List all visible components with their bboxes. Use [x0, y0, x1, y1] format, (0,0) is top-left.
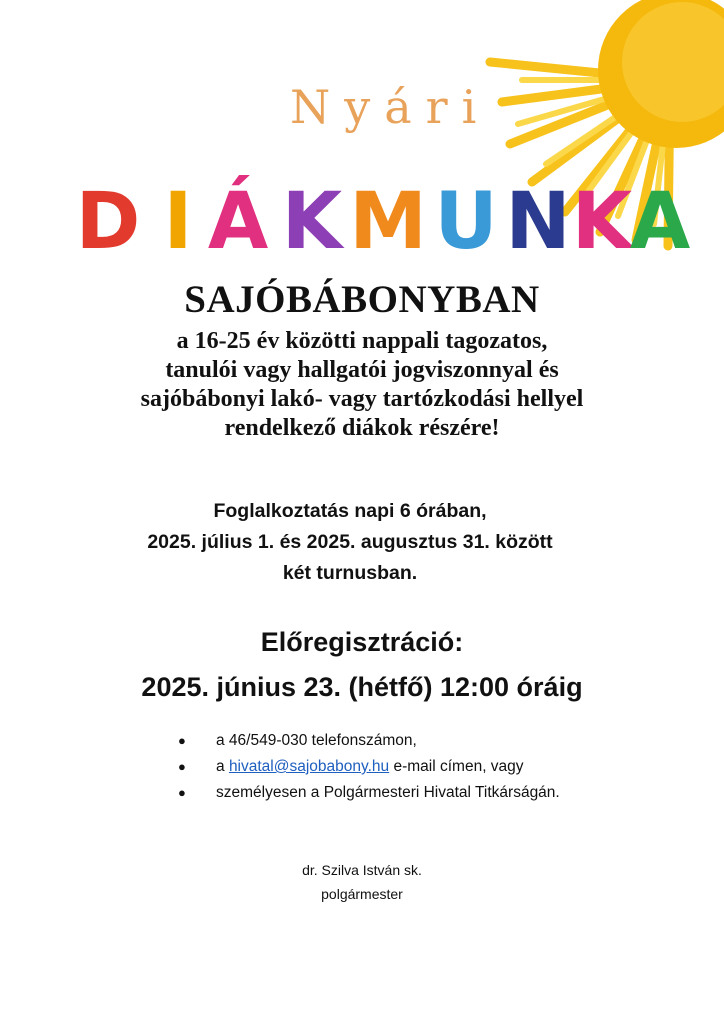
bullet-icon: ●: [178, 785, 186, 800]
email-prefix: a: [216, 758, 229, 775]
logo-letter: I: [163, 177, 193, 267]
signatory-name: dr. Szilva István sk.: [302, 862, 422, 878]
eligibility-line: a 16-25 év közötti nappali tagozatos,: [176, 328, 548, 354]
logo-letter: M: [349, 177, 427, 267]
logo-letter: A: [629, 177, 691, 267]
logo-letter: K: [281, 177, 343, 267]
logo-letter: D: [75, 177, 141, 267]
employment-line: két turnusban.: [282, 562, 418, 584]
list-item: [178, 754, 560, 780]
employment-info: [0, 496, 700, 589]
list-item: [178, 780, 560, 806]
eligibility-line: tanulói vagy hallgatói jogviszonnyal és: [165, 357, 559, 383]
registration-block: [0, 620, 724, 710]
registration-deadline: 2025. június 23. (hétfő) 12:00 óráig: [141, 672, 583, 702]
list-item: [178, 728, 560, 754]
logo-letter: Á: [207, 177, 269, 267]
banner-script-text: Nyári: [290, 80, 491, 134]
signatory-role: polgármester: [321, 886, 403, 902]
diakmunka-logo: [70, 40, 691, 270]
email-link[interactable]: hivatal@sajobabony.hu: [228, 758, 390, 775]
logo-letter: K: [571, 177, 633, 267]
in-person-text: személyesen a Polgármesteri Hivatal Titkárságán.: [216, 784, 560, 801]
bullet-icon: ●: [178, 733, 186, 748]
signature-block: [262, 858, 462, 906]
email-suffix: e-mail címen, vagy: [389, 758, 524, 775]
header-banner: [70, 40, 691, 270]
phone-text: a 46/549-030 telefonszámon,: [216, 732, 417, 749]
eligibility-line: rendelkező diákok részére!: [224, 415, 500, 441]
logo-letter: N: [505, 177, 571, 267]
logo-letter: U: [434, 177, 498, 267]
eligibility-line: sajóbábonyi lakó- vagy tartózkodási hellyel: [140, 386, 584, 412]
page-title: SAJÓBÁBONYBAN: [184, 278, 540, 321]
employment-line: Foglalkoztatás napi 6 órában,: [213, 500, 487, 522]
contact-list: [178, 728, 560, 806]
eligibility-text: [0, 327, 724, 443]
bullet-icon: ●: [178, 759, 186, 774]
employment-line: 2025. július 1. és 2025. augusztus 31. között: [147, 531, 553, 553]
registration-heading: Előregisztráció:: [260, 627, 464, 657]
